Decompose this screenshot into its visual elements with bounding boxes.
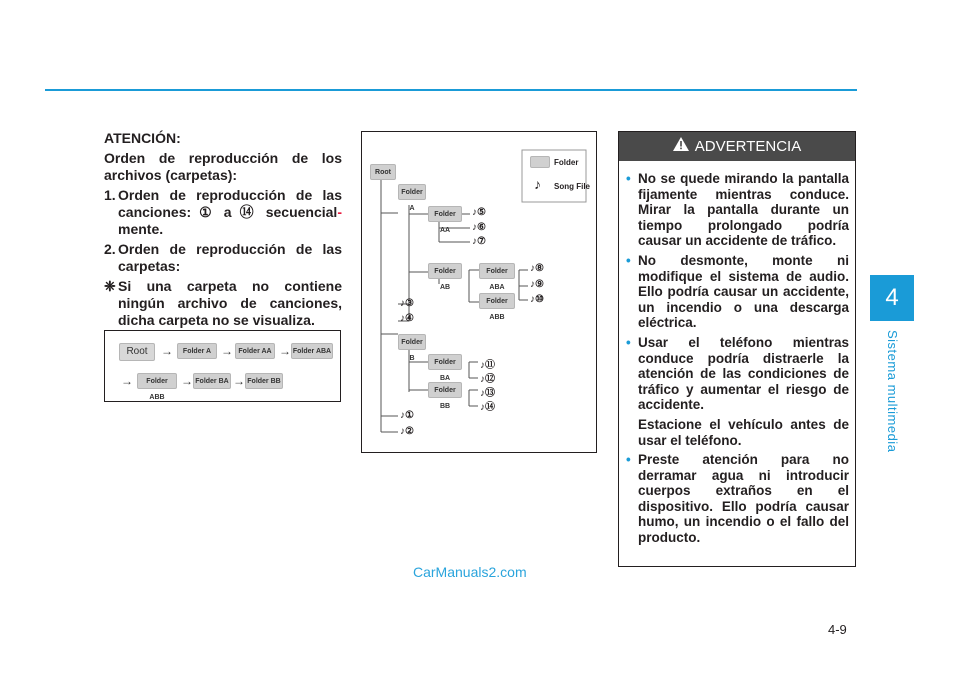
attention-heading: ATENCIÓN:	[104, 130, 181, 146]
warning-box	[618, 131, 856, 567]
tree-song: ♪⑭	[480, 402, 495, 413]
legend-note-icon: ♪	[534, 176, 541, 192]
tree-song: ♪⑥	[472, 222, 486, 233]
folder-tree-diagram	[361, 131, 597, 453]
top-rule	[45, 89, 857, 91]
playback-order-diagram	[104, 330, 341, 402]
legend-song-label: Song File	[554, 182, 590, 191]
arrow-icon: →	[161, 344, 173, 358]
tree-song: ♪②	[400, 426, 414, 437]
tree-song: ♪⑨	[530, 279, 544, 290]
tree-folder: Folder ABA	[479, 263, 515, 279]
tree-song: ♪⑩	[530, 294, 544, 305]
warning-icon	[673, 132, 689, 161]
legend-folder-label: Folder	[554, 158, 579, 167]
order-folder: Folder BB	[245, 373, 283, 389]
tree-folder: Folder A	[398, 184, 426, 200]
page-number: 4-9	[828, 622, 847, 637]
arrow-icon: →	[121, 374, 133, 388]
warning-title: ADVERTENCIA	[694, 138, 802, 155]
attention-note	[104, 130, 342, 332]
tree-song: ♪⑫	[480, 374, 495, 385]
watermark: CarManuals2.com	[413, 564, 527, 580]
order-folder: Folder ABB	[137, 373, 177, 389]
warning-item: • Usar el teléfono mientras conduce podría distraerle la atención de las condiciones de tráfico y aumentar el riesgo de accidente.	[626, 334, 849, 413]
arrow-icon: →	[279, 344, 291, 358]
tree-folder: Root	[370, 164, 396, 180]
chapter-number: 4	[885, 284, 899, 311]
tree-song: ♪⑤	[472, 207, 486, 218]
order-folder: Root	[119, 343, 155, 361]
warning-list	[619, 161, 855, 546]
tree-folder: Folder ABB	[479, 293, 515, 309]
warning-item: • No se quede mirando la pantalla fijamente mientras conduce. Mirar la pantalla durante un tiempo prolongado podría causar un accidente de tráfico.	[626, 171, 849, 249]
tree-song: ♪⑦	[472, 236, 486, 247]
tree-folder: Folder AB	[428, 263, 462, 279]
tree-song: ♪⑧	[530, 263, 544, 274]
order-folder: Folder A	[177, 343, 217, 359]
attention-intro: Orden de reproducción de los archivos (carpetas):	[104, 150, 342, 183]
tree-folder: Folder B	[398, 334, 426, 350]
chapter-title: Sistema multimedia	[885, 330, 900, 453]
attention-item: 1. Orden de reproducción de las canciones: ① a ⑭ secuencial- mente.	[104, 187, 342, 237]
tree-song: ♪④	[400, 313, 414, 324]
attention-item: 2. Orden de reproducción de las carpetas:	[104, 241, 342, 274]
arrow-icon: →	[181, 374, 193, 388]
order-folder: Folder BA	[193, 373, 231, 389]
legend-folder-icon	[530, 156, 550, 168]
order-folder: Folder AA	[235, 343, 275, 359]
tree-folder: Folder BA	[428, 354, 462, 370]
arrow-icon: →	[233, 374, 245, 388]
chapter-tab	[870, 275, 914, 321]
warning-header	[619, 132, 855, 161]
order-folder: Folder ABA	[291, 343, 333, 359]
tree-song: ♪①	[400, 410, 414, 421]
warning-item: • Preste atención para no derramar agua ni introducir cuerpos extraños en el dispositivo. Ello podría causar humo, un incendio o el fallo del producto.	[626, 452, 849, 546]
warning-item: Estacione el vehículo antes de usar el teléfono.	[638, 416, 849, 448]
tree-song: ♪③	[400, 298, 414, 309]
warning-item: • No desmonte, monte ni modifique el sistema de audio. Ello podría causar un accidente, un incendio o una descarga eléctrica.	[626, 252, 849, 331]
arrow-icon: →	[221, 344, 233, 358]
tree-folder: Folder AA	[428, 206, 462, 222]
tree-song: ♪⑬	[480, 388, 495, 399]
tree-song: ♪⑪	[480, 360, 495, 371]
attention-item: ❈ Si una carpeta no contiene ningún archivo de canciones, dicha carpeta no se visualiza.	[104, 278, 342, 328]
tree-folder: Folder BB	[428, 382, 462, 398]
